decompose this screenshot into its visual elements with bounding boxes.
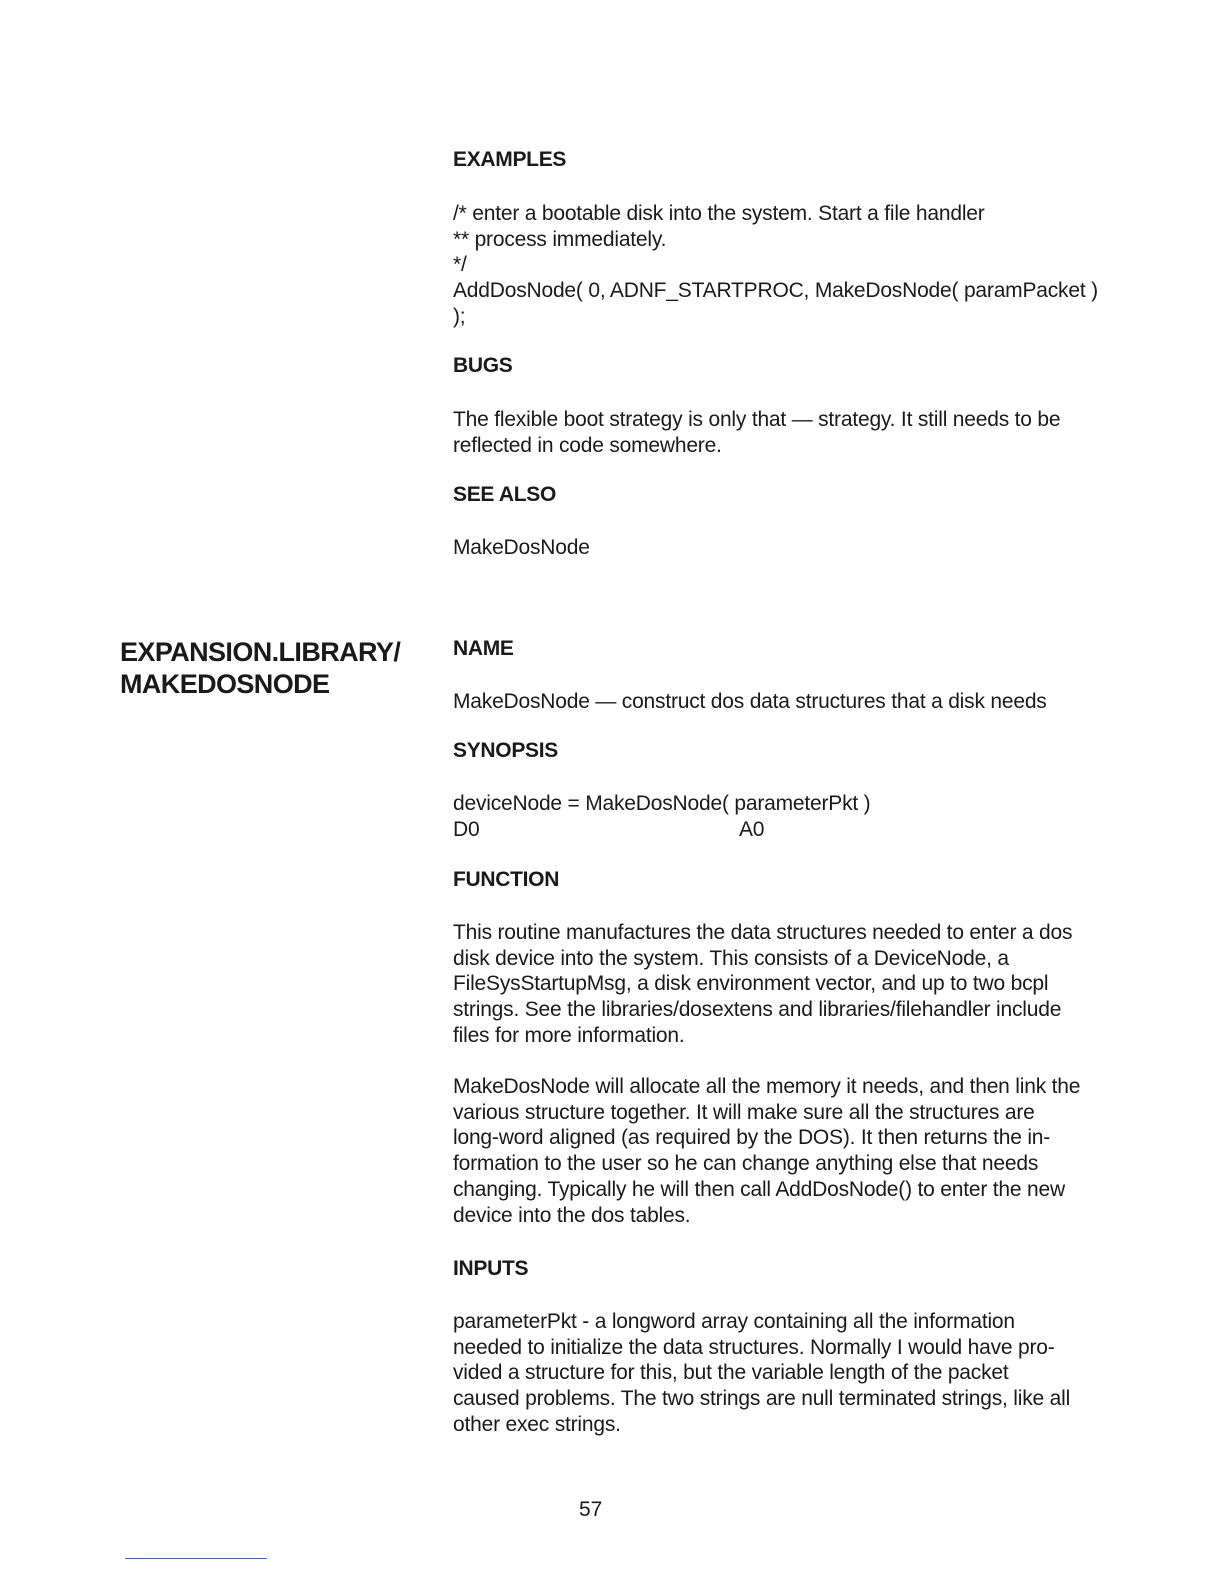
function-line: formation to the user so he can change anything else that needs xyxy=(453,1152,1039,1176)
synopsis-registers xyxy=(453,817,1103,843)
synopsis-param-register: A0 xyxy=(739,817,765,841)
function-line: strings. See the libraries/dosextens and libraries/filehandler include xyxy=(453,998,1062,1022)
function-line: disk device into the system. This consists of a DeviceNode, a xyxy=(453,946,1009,970)
examples-line: AddDosNode( 0, ADNF_STARTPROC, MakeDosNode( paramPacket ) xyxy=(453,279,1098,303)
function-line: device into the dos tables. xyxy=(453,1203,691,1227)
function-line: files for more information. xyxy=(453,1023,685,1047)
footer-rule xyxy=(125,1558,267,1559)
function-paragraph-2 xyxy=(453,1074,1103,1228)
function-line: long-word aligned (as required by the DOS). It then returns the in- xyxy=(453,1126,1051,1150)
entry-title-line2: MAKEDOSNODE xyxy=(120,669,330,699)
examples-line: ); xyxy=(453,304,466,328)
bugs-text xyxy=(453,407,1103,458)
bugs-heading: BUGS xyxy=(453,354,513,377)
name-heading: NAME xyxy=(453,637,514,660)
synopsis-code xyxy=(453,791,1103,842)
function-paragraph-1 xyxy=(453,920,1103,1049)
inputs-line: vided a structure for this, but the variable length of the packet xyxy=(453,1361,1009,1385)
inputs-line: parameterPkt - a longword array containing all the information xyxy=(453,1310,1015,1333)
inputs-heading: INPUTS xyxy=(453,1257,529,1280)
name-text: MakeDosNode — construct dos data structures that a disk needs xyxy=(453,690,1047,713)
examples-line: */ xyxy=(453,253,467,277)
see-also-heading: SEE ALSO xyxy=(453,483,557,506)
synopsis-result-register: D0 xyxy=(453,817,480,841)
examples-line: ** process immediately. xyxy=(453,227,667,251)
function-line: FileSysStartupMsg, a disk environment vector, and up to two bcpl xyxy=(453,972,1049,996)
inputs-line: caused problems. The two strings are null terminated strings, like all xyxy=(453,1387,1071,1411)
bugs-line: reflected in code somewhere. xyxy=(453,433,722,457)
inputs-line: needed to initialize the data structures. Normally I would have pro- xyxy=(453,1335,1055,1359)
function-line: various structure together. It will make sure all the structures are xyxy=(453,1100,1035,1124)
inputs-line: other exec strings. xyxy=(453,1412,621,1436)
function-heading: FUNCTION xyxy=(453,868,560,891)
bugs-line: The flexible boot strategy is only that — strategy. It still needs to be xyxy=(453,408,1061,431)
function-line: changing. Typically he will then call AddDosNode() to enter the new xyxy=(453,1177,1065,1201)
inputs-text xyxy=(453,1309,1103,1438)
examples-code xyxy=(453,201,1103,330)
function-line: This routine manufactures the data structures needed to enter a dos xyxy=(453,921,1073,944)
entry-title-line1: EXPANSION.LIBRARY/ xyxy=(120,637,401,667)
examples-heading: EXAMPLES xyxy=(453,148,567,171)
synopsis-heading: SYNOPSIS xyxy=(453,739,558,762)
synopsis-call: deviceNode = MakeDosNode( parameterPkt ) xyxy=(453,792,871,815)
see-also-text: MakeDosNode xyxy=(453,536,590,559)
function-line: MakeDosNode will allocate all the memory it needs, and then link the xyxy=(453,1075,1081,1098)
examples-line: /* enter a bootable disk into the system. Start a file handler xyxy=(453,202,985,225)
entry-title xyxy=(120,636,400,700)
page-number: 57 xyxy=(579,1498,603,1521)
